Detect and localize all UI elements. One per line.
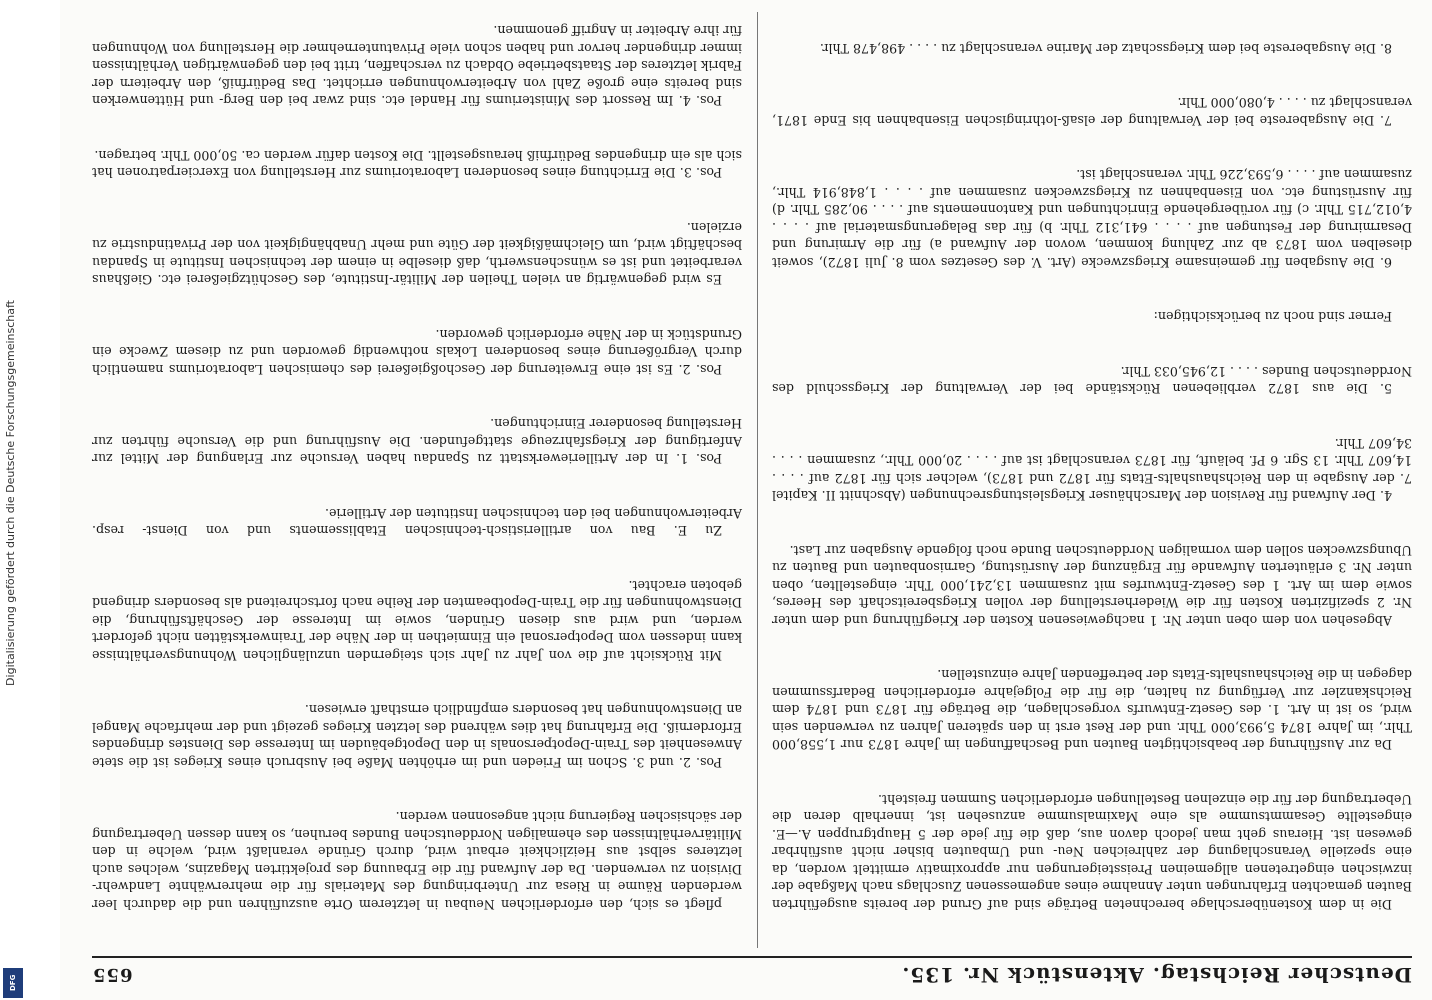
paragraph: Da zur Ausführung der beabsichtigten Bauten und Beschaffungen im Jahre 1873 nur 1,558,000 Thlr., im Jahre 1874 5,993,000 Thlr. und der Rest erst in den späteren Jahren zu verwenden sein wird, so ist in Art. 1. des Gesetz-Entwurfs vorgeschlagen, die Beträge für 1873 und 1874 dem Reichskanzler zur Verfügung zu halten, die für die Folgejahre erforderlichen Bedarfssummen dagegen in die Reichshaushalts-Etats der betreffenden Jahre einzustellen. <box>767 667 1412 753</box>
paragraph: Pos. 3. Die Errichtung eines besonderen Laboratoriums zur Herstellung von Exercierpatronen hat sich als ein dringendes Bedürfniß herausgestellt. Die Kosten dafür werden ca. 50,000 Thlr. betragen. <box>87 148 742 181</box>
header-rule <box>92 956 1412 958</box>
paragraph: Ferner sind noch zu berücksichtigen: <box>1153 309 1392 325</box>
dfg-logo-icon: DFG <box>3 968 23 998</box>
paragraph <box>772 0 1412 3</box>
paragraph: Pos. 4. Im Ressort des Ministeriums für Handel etc. sind zwar bei den Berg- und Hüttenwerken sind bereits eine große Zahl von Arbeiterwohnungen errichtet. Das Bedürfniß, den Arbeitern der Fabrik letzteres der Staatsbetriebe Obdach zu verschaffen, tritt bei den gegenwärtigen Verhältnissen immer dringender hervor und haben schon viele Privatunternehmer die Herstellung von Wohnungen für ihre Arbeiter in Angriff genommen. <box>87 23 742 109</box>
page-header <box>92 960 1412 990</box>
paragraph: 8. Die Ausgabereste bei dem Kriegsschatz der Marine veranschlagt zu . . . . 498,478 Thlr. <box>819 41 1392 56</box>
right-text-column <box>87 12 742 948</box>
left-text-column <box>767 12 1412 948</box>
paragraph: Es wird gegenwärtig an vielen Theilen der Militär-Institute, des Geschützgießerei etc. Gießhaus verarbeitet und ist es wünschenswerth, daß dieselbe in einem der technischen Institute in Spandau beschäftigt wird, um Gleichmäßigkeit der Güte und mehr Unabhängigkeit von der Privatindustrie zu erzielen. <box>87 220 742 288</box>
page-number: 655 <box>92 964 133 986</box>
paragraph: pflegt es sich, den erforderlichen Neubau in letzterem Orte auszuführen und die dadurch leer werdenden Räume in Riesa zur Unterbringung des Materials für die mehrerwähnte Landwehr-Division zu verwenden. Da der Aufwand für die Erbauung des projektirten Magazins, welches auch letzteres selbst aus Heizlichkeit erbaut wird, durch Gründe veranlaßt wird, welche in den Militärverhältnissen des ehemaligen Norddeutschen Bundes beruhen, so kann dessen Uebertragung der sächsischen Regierung nicht angesonnen werden. <box>87 809 742 912</box>
paragraph: Die in dem Kostenüberschlage berechneten Beträge sind auf Grund der bereits ausgeführten Bauten gemachten Erfahrungen unter Annahme eines angemessenen Zuschlags nach Maßgabe der inzwischen eingetretenen allgemeinen Preissteigerungen nur approximativ ermittelt worden, da eine spezielle Veranschlagung der zahlreichen Neu- und Umbauten bisher nicht ausführbar gewesen ist. Hieraus geht man jedoch davon aus, daß die für jede der 5 Hauptgruppen A.—E. eingestellte Gesammtsumme als eine Maximalsumme anzusehen ist, innerhalb deren die Uebertragung der für die einzelnen Bestellungen erforderlichen Summen freisteht. <box>767 792 1412 912</box>
paragraph: Abgesehen von dem oben unter Nr. 1 nachgewiesenen Kosten der Kriegführung und dem unter Nr. 2 spezifizirten Kosten für die Wiederherstellung der vollen Kriegsbereitschaft des Heeres, sowie dem im Art. 1 des Gesetz-Entwurfes mit zusammen 13,241,000 Thlr. eingestellten, oben unter Nr. 3 erläuterten Aufwande für Ergänzung der Ausrüstung, Garnisonbauten und Bauten zu Ubungszwecken sollen dem vormaligen Norddeutschen Bunde noch folgende Ausgaben zur Last. <box>767 543 1412 628</box>
document-page <box>60 0 1432 1000</box>
paragraph: Pos. 2. Es ist eine Erweiterung der Geschoßgießerei des chemischen Laboratoriums namentlich durch Vergrößerung eines besonderen Lokals nothwendig geworden und zu diesem Zwecke ein Grundstück in der Nähe erforderlich geworden. <box>87 327 742 377</box>
paragraph: 6. Die Ausgaben für gemeinsame Kriegszwecke (Art. V. des Gesetzes vom 8. Juli 1872), soweit dieselben vom 1873 ab zur Zahlung kommen, wovon der Aufwand a) für die Armirung und Desarmirung der Festungen auf . . . . 641,312 Thlr. b) für das Belagerungsmaterial auf . . . . 4,012,715 Thlr. c) für vorübergehende Einrichtungen und Kantonnements auf . . . . 90,285 Thlr. d) für Ausrüstung etc. von Eisenbahnen zu Kriegszwecken zusammen auf . . . . 1,848,914 Thlr., zusammen auf . . . . 6,593,226 Thlr. veranschlagt ist. <box>767 167 1412 270</box>
paragraph: 4. Der Aufwand für Revision der Marschhäuser Kriegsleistungsrechnungen (Abschnitt II. Kapitel 7. der Ausgabe in den Reichshaushalts-Etats für 1872 und 1873), welcher sich für 1872 auf . . . . 14,607 Thlr. 13 Sgr. 6 Pf. beläuft, für 1873 veranschlagt ist auf . . . . 20,000 Thlr., zusammen . . . . 34,607 Thlr. <box>767 436 1412 504</box>
paragraph: Pos. 1. In der Artilleriewerkstatt zu Spandau haben Versuche zur Erlangung der Mittel zur Anfertigung der Kriegsfahrzeuge stattgefunden. Die Ausführung und die Versuche führten zur Herstellung besonderer Einrichtungen. <box>87 416 742 467</box>
paragraph: Pos. 2. und 3. Schon im Frieden und im erhöhten Maße bei Ausbruch eines Krieges ist die stete Anwesenheit des Train-Depotpersonals in den Depotgebäuden im Interesse des Dienstes dringendes Erforderniß. Die Erfahrung hat dies während des letzten Krieges gezeigt und der mehrfache Mangel an Dienstwohnungen hat besonders empfindlich ernsthaft erwiesen. <box>87 702 742 770</box>
running-title: Deutscher Reichstag. Aktenstück Nr. 135. <box>901 963 1412 987</box>
paragraph: Mit Rücksicht auf die von Jahr zu Jahr sich steigernden unzulänglichen Wohnungsverhältnisse kann indessen vom Depotpersonal ein Einmiethen in der Nähe der Trainwerkstätten nicht gefordert werden, und wird aus diesen Gründen, sowie im Interesse der Geschäftsführung, die Dienstwohnungen für die Train-Depotbeamten der Reihe nach fortschreitend als besonders dringend geboten erachtet. <box>87 578 742 663</box>
paragraph: 5. Die aus 1872 verbliebenen Rückstände bei der Verwaltung der Kriegsschuld des Norddeutschen Bundes . . . . 12,945,033 Thlr. <box>767 364 1412 397</box>
credit-text: Digitalisierung gefördert durch die Deutsche Forschungsgemeinschaft <box>4 300 17 686</box>
column-divider <box>757 12 758 948</box>
digitization-credit <box>4 300 26 1000</box>
paragraph: 7. Die Ausgabereste bei der Verwaltung der elsaß-lothringischen Eisenbahnen bis Ende 1871, veranschlagt zu . . . . 4,080,000 Thlr. <box>767 95 1412 128</box>
section-heading: Zu E. Bau von artilleristisch-technischen Etablissements und von Dienst- resp. Arbeiterwohnungen bei den technischen Instituten der Artillerie. <box>87 506 742 539</box>
